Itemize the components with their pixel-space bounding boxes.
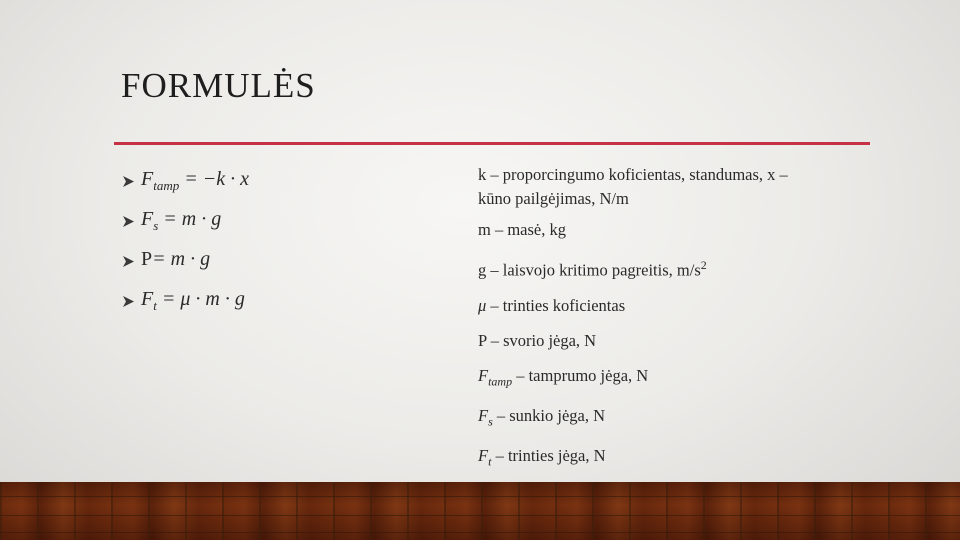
definition-mu-symbol: μ [478,295,487,315]
floor-seam [0,532,960,533]
definition-Ftamp-text: – tamprumo jėga, N [512,365,649,385]
definition-k-line2: kūno pailgėjimas, N/m [478,189,629,208]
title-divider [114,142,870,145]
formula-rhs: = m · g [152,248,211,270]
definition-Ftamp [478,364,838,393]
definition-F-symbol: F [478,365,489,385]
formula-var: F [141,208,154,230]
definition-Ft-text: – trinties jėga, N [491,446,606,466]
definition-Ftamp-sub: tamp [488,373,513,388]
definition-mu [478,294,838,318]
formula-gravity-force [122,201,452,241]
formula-weight [122,241,452,281]
definition-F-symbol: F [478,446,489,466]
formula-text [141,208,221,234]
formula-text [141,248,210,274]
formula-rhs: = μ · m · g [161,288,245,310]
formula-list [122,161,452,321]
formula-text [141,288,245,314]
definition-Fs-text: – sunkio jėga, N [492,405,606,425]
formula-rhs: = −k · x [184,168,249,190]
definition-F-symbol: F [478,405,489,425]
definition-Fs [478,404,838,433]
formula-friction-force [122,281,452,321]
definitions-list [478,163,838,484]
definition-g-exponent: 2 [700,258,707,272]
slide-title: FORMULĖS [121,66,316,105]
definition-Ft-sub: t [488,454,492,469]
formula-rhs: = m · g [163,208,222,230]
definition-P: P – svorio jėga, N [478,330,597,350]
formula-sub: tamp [153,178,180,193]
definition-g-text: g – laisvojo kritimo pagreitis, m/s [478,260,701,280]
definition-m: m – masė, kg [478,220,566,239]
definition-k-line1: k – proporcingumo koficientas, standumas, x – [478,165,788,184]
arrow-bullet-icon [122,175,135,188]
floor-seam [0,515,960,516]
floor-seam [0,496,960,497]
definition-mu-text: – trinties koficientas [486,295,626,315]
definition-k [478,163,838,211]
arrow-bullet-icon [122,295,135,308]
arrow-bullet-icon [122,215,135,228]
wood-floor-decoration [0,482,960,540]
formula-sub: s [153,218,159,233]
formula-var: F [141,168,154,190]
arrow-bullet-icon [122,255,135,268]
formula-text [141,168,249,194]
definition-Fs-sub: s [488,414,493,429]
formula-var: F [141,288,154,310]
formula-sub: t [153,298,157,313]
definition-Ft [478,444,838,473]
definition-g [478,253,838,283]
formula-var: P [141,248,153,270]
formula-elastic-force [122,161,452,201]
